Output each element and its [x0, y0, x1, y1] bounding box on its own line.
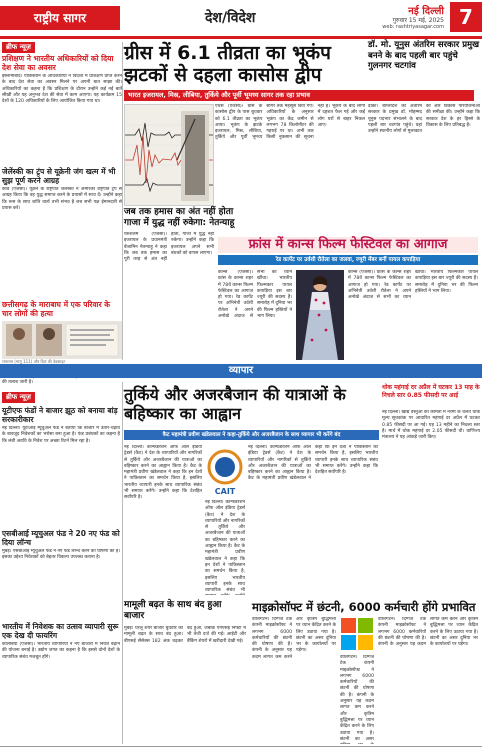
issue-date: गुरुवार 15 मई, 2025	[392, 17, 444, 24]
column-divider	[122, 382, 123, 744]
boycott-text-col1: नई दिल्ली। कॉन्फेडरेशन ऑफ ऑल इंडिया ट्रेडर्स (कैट) ने देश के व्यापारियों और नागरिकों से तुर्किये और अजरबैजान की यात्राओं का बहिष्कार करने का आह्वान किया है। कैट के महामंत्री प्रवीण खंडेलवाल ने कहा कि इन देशों ने पाकिस्तान का समर्थन किया है, इसलिए भारतीय व्यापारी इनके साथ व्यापारिक संबंध भी समाप्त करेंगे। उन्होंने कहा कि देशहित सर्वोपरि है।	[124, 445, 202, 501]
business-brief-3-headline: भारतीय में निवेशक का उत्सव व्यापारी सुरू एक देख दी फायरिंग	[2, 622, 119, 640]
section-title: देश/विदेश	[205, 10, 256, 26]
lead-strap: भारत इजरायल, मिस्र, लीबिया, तुर्किये और पूर्वी भूमध्य सागर तक रहा प्रभाव	[124, 90, 474, 101]
gaza-headline: जब तक हमास का अंत नहीं होता गाजा में युद्ध नहीं रुकेगा: नेतन्याहू	[124, 207, 235, 228]
cannes-photo	[296, 270, 344, 360]
boycott-text-col2: नई दिल्ली। कॉन्फेडरेशन ऑफ ऑल इंडिया ट्रेडर्स (कैट) ने देश के व्यापारियों और नागरिकों से तुर्किये और अजरबैजान की यात्राओं का बहिष्कार करने का आह्वान किया है। कैट के महामंत्री प्रवीण खंडेलवाल ने कहा कि इन देशों ने पाकिस्तान का समर्थन किया है, इसलिए भारतीय व्यापारी इनके साथ व्यापारिक संबंध भी समाप्त करेंगे। उन्होंने कहा कि देशहित सर्वोपरि है।	[248, 445, 378, 482]
lead-headline: ग्रीस में 6.1 तीव्रता का भूकंप झटकों से दहला कासोस द्वीप	[124, 42, 331, 86]
column-divider	[122, 42, 123, 360]
cannes-headline: फ्रांस में कान्स फिल्म फेस्टिवल का आगाज	[218, 237, 478, 253]
microsoft-story-text-right: वाशिंगटन। दिग्गज टेक कंपनी माइक्रोसॉफ्ट ने लगभग 6000 कर्मचारियों की छंटनी की घोषणा की है। कंपनी के अनुसार यह कदम लागत कम करने और कृत्रिम बुद्धिमत्ता पर ध्यान केंद्रित करने के लिए उठाया गया है। छंटनी का असर दुनिया भर के कार्यालयों पर पड़ेगा।	[378, 617, 478, 648]
boycott-strap: कैट महामंत्री प्रवीण खंडेलवाल ने कहा-तुर्किये और अजरबैजान के साथ व्यापार भी करेंगे बंद	[124, 430, 379, 440]
inflation-headline: थोक महंगाई दर अप्रैल में घटकर 13 माह के निचले स्तर 0.85 फीसदी पर आई	[382, 384, 480, 399]
brief-story-3-headline: छत्तीसगढ़ के माराबाघ में एक परिवार के चार लोगों की हत्या	[2, 300, 111, 318]
brief-news-tag: ब्रीफ न्यूज़	[2, 42, 35, 53]
boycott-text-col-mid: नई दिल्ली। कॉन्फेडरेशन ऑफ ऑल इंडिया ट्रेडर्स (कैट) ने देश के व्यापारियों और नागरिकों से तुर्किये और अजरबैजान की यात्राओं का बहिष्कार करने का आह्वान किया है। कैट के महामंत्री प्रवीण खंडेलवाल ने कहा कि इन देशों ने पाकिस्तान का समर्थन किया है, इसलिए भारतीय व्यापारी इनके साथ व्यापारिक संबंध भी	[205, 500, 245, 594]
market-story-text: मुंबई। घरेलू शेयर बाजार बुधवार को मामूली बढ़त के साथ बंद हुआ। बीएसई सेंसेक्स 182 अंक चढ़कर बंद हुआ, जबकि एनएसई निफ्टी में भी तेजी दर्ज की गई। आईटी और बैंकिंग शेयरों में खरीदारी देखी गई।	[124, 626, 246, 644]
cait-logo-text: CAIT	[214, 487, 236, 496]
cannes-strap: रेड कार्पेट पर उर्वशी रौतेला का जलवा, ज्यूरी मेंबर बनीं पायल कपाड़िया	[218, 255, 478, 265]
market-headline: मामूली बढ़त के साथ बंद हुआ बाजार	[124, 600, 222, 621]
brief-story-2-headline: जेलेंस्की का ट्रंप से यूक्रेनी जंग खत्म में भी सुझ पूर्ण करने आग्रह	[2, 167, 116, 185]
brief-story-3-text: की तलाश जारी है।	[2, 379, 33, 385]
yunus-headline: डॉ. मो. यूनुस अंतरिम सरकार प्रमुख बनने के बाद पहली बार पहुंचे गुलनगर चटगांव	[368, 40, 480, 71]
microsoft-logo-icon	[340, 617, 374, 651]
brief-story-2	[2, 167, 122, 297]
business-brief-1-headline: यूटीएफ फंडों ने बाजार झूठ को बनाया बांड़ सरकारीकार	[2, 406, 118, 424]
business-brief-2-headline: एसबीआई म्यूचुअल फंड ने 20 नए फंड को दिया लॉन्च	[2, 529, 120, 547]
business-brief-1-text: नई दिल्ली। यूटीआई म्यूचुअल फंड ने बताया कि बाजार में उतार-चढ़ाव के बावजूद निवेशकों का भरोसा बना हुआ है। फंड प्रबंधकों का कहना है कि लंबी अवधि के निवेश पर अच्छा रिटर्न मिल रहा है।	[2, 426, 120, 444]
website-label: web: rashtriyasagar.com	[382, 24, 444, 30]
gaza-story-text: यरुशलम (एजेंसी)। इजरायल के प्रधानमंत्री बेंजामिन नेतन्याहू ने कहा कि जब तक हमास का पूरी तरह से अंत नहीं होता, गाजा में युद्ध नहीं रुकेगा। उन्होंने कहा कि इजरायल अपने सभी बंधकों को वापस लाएगा।	[124, 232, 214, 263]
victims-photo-caption: रामाराम (मामु 111) और दिल की वेबसाइट	[2, 359, 66, 364]
page-number: 7	[450, 2, 482, 32]
brief-story-1-text: इस्लामाबाद। पाकिस्तान के अधिकारियों ने विदेशों में प्रशिक्षण प्राप्त करने के बाद देश सेवा का अवसर मिलने पर अपनी बात साझा की। अधिकारियों का कहना है कि प्रशिक्षण के दौरान उन्होंने कई नई बातें सीखीं और यह अनुभव देश की सेवा में काम आएगा। यह कार्यक्रम 15 देशों के 120 अधिकारियों के लिए आयोजित किया गया था।	[2, 74, 122, 105]
cait-logo	[205, 445, 245, 497]
masthead: राष्ट्रीय सागर	[0, 6, 120, 30]
boycott-headline: तुर्किये और अजरबैजान की यात्राओं के बहिष्कार का आह्वान	[124, 385, 346, 423]
business-brief-tag: ब्रीफ न्यूज़	[2, 392, 35, 403]
brief-story-1-headline: प्रशिक्षण ने भारतीय अधिकारियों को दिया देश सेवा का अवसर	[2, 54, 114, 72]
brief-story-2-text: कीव (एजेंसी)। यूक्रेन के राष्ट्रपति जेलेंस्की ने अमेरिकी राष्ट्रपति ट्रंप से आग्रह किया कि वह युद्ध समाप्त करने के प्रयासों में साथ दें। उन्होंने कहा कि रूस के साथ शांति वार्ता तभी संभव है जब सभी पक्ष ईमानदारी से प्रयास करें।	[2, 187, 122, 211]
business-brief-3-text: कोलंबिया (एजेंसी)। भारतीय व्यापारियों ने नए बाजारों में निवेश बढ़ाने की योजना बनाई है। उद्योग जगत का कहना है कि इससे दोनों देशों के व्यापारिक संबंध मजबूत होंगे।	[2, 642, 120, 660]
business-brief-2-text: मुंबई। एसबीआई म्यूचुअल फंड ने नए फंड लॉन्च करने की घोषणा की है। इसका उद्देश्य निवेशकों को बेहतर विकल्प उपलब्ध कराना है।	[2, 549, 120, 561]
inflation-story-text: नई दिल्ली। खाद्य वस्तुओं की कीमतों में नरमी के चलते थोक मूल्य सूचकांक पर आधारित महंगाई दर अप्रैल में घटकर 0.85 फीसदी पर आ गई। यह 13 महीने का निचला स्तर है। मार्च में थोक महंगाई दर 2.05 फीसदी थी। वाणिज्य मंत्रालय ने यह आंकड़े जारी किए।	[382, 410, 480, 441]
microsoft-story-text-left: वाशिंगटन। दिग्गज टेक कंपनी माइक्रोसॉफ्ट ने लगभग 6000 कर्मचारियों की छंटनी की घोषणा की है। कंपनी के अनुसार यह कदम लागत कम करने और कृत्रिम बुद्धिमत्ता पर ध्यान केंद्रित करने के लिए उठाया गया है। छंटनी का असर दुनिया भर के कार्यालयों पर पड़ेगा।	[252, 617, 336, 660]
page-footer	[0, 746, 482, 755]
page-header	[0, 0, 482, 39]
business-section-band: व्यापार	[0, 364, 482, 378]
microsoft-headline: माइक्रोसॉफ्ट में छंटनी, 6000 कर्मचारी होंगे प्रभावित	[252, 600, 476, 614]
business-brief-column	[2, 384, 120, 744]
microsoft-story-text-mid: वाशिंगटन। दिग्गज टेक कंपनी माइक्रोसॉफ्ट ने लगभग 6000 कर्मचारियों की छंटनी की घोषणा की है। कंपनी के अनुसार यह कदम लागत कम करने और कृत्रिम बुद्धिमत्ता पर ध्यान केंद्रित करने के लिए उठाया गया है। छंटनी का असर	[340, 655, 374, 742]
brief-story-1	[2, 54, 122, 166]
yunus-story-text: ढाका। बांग्लादेश की अंतरिम सरकार के प्रमुख डॉ. मोहम्मद यूनुस पदभार संभालने के बाद पहली बार चटगांव पहुंचे। वहां उन्होंने स्थानीय लोगों से मुलाकात की और विकास परियोजनाओं की समीक्षा की। उन्होंने कहा कि सरकार देश के हर हिस्से के विकास के लिए प्रतिबद्ध है।	[368, 104, 480, 135]
city-label: नई दिल्ली	[408, 6, 444, 17]
lead-story-text: एथेंस (एजेंसी)। ग्रीस के कासोस द्वीप के पास बुधवार को 6.1 तीव्रता का भूकंप आया। भूकंप के झटके इजरायल, मिस्र, लीबिया, तुर्किये और पूर्वी भूमध्य सागर तक महसूस किए गए। अधिकारियों के अनुसार भूकंप का केंद्र जमीन से लगभग 78 किलोमीटर की गहराई पर था। अभी तक किसी नुकसान की सूचना नहीं है। भूकंप के बाद लोगों में दहशत फैल गई और कई लोग घरों से बाहर निकल आए।	[215, 104, 365, 141]
victims-photo	[2, 321, 122, 359]
cannes-story-text-right: कान्स (एजेंसी)। फ्रांस के कान्स शहर में 78वें कान्स फिल्म फेस्टिवल का आगाज हो गया। रेड कार्पेट पर अभिनेत्री उर्वशी रौतेला ने अपने अनोखे अंदाज से सभी का ध्यान खींचा। भारतीय फिल्मकार पायल कपाड़िया इस बार ज्यूरी की सदस्य हैं। समारोह में दुनिया भर की फिल्म हस्तियों ने भाग लिया।	[348, 270, 478, 301]
cannes-story-text-left: कान्स (एजेंसी)। फ्रांस के कान्स शहर में 78वें कान्स फिल्म फेस्टिवल का आगाज हो गया। रेड कार्पेट पर अभिनेत्री उर्वशी रौतेला ने अपने अनोखे अंदाज से सभी का ध्यान खींचा। भारतीय फिल्मकार पायल कपाड़िया इस बार ज्यूरी की सदस्य हैं। समारोह में दुनिया भर की फिल्म हस्तियों ने भाग लिया।	[218, 270, 292, 320]
seismograph-image	[124, 104, 214, 206]
